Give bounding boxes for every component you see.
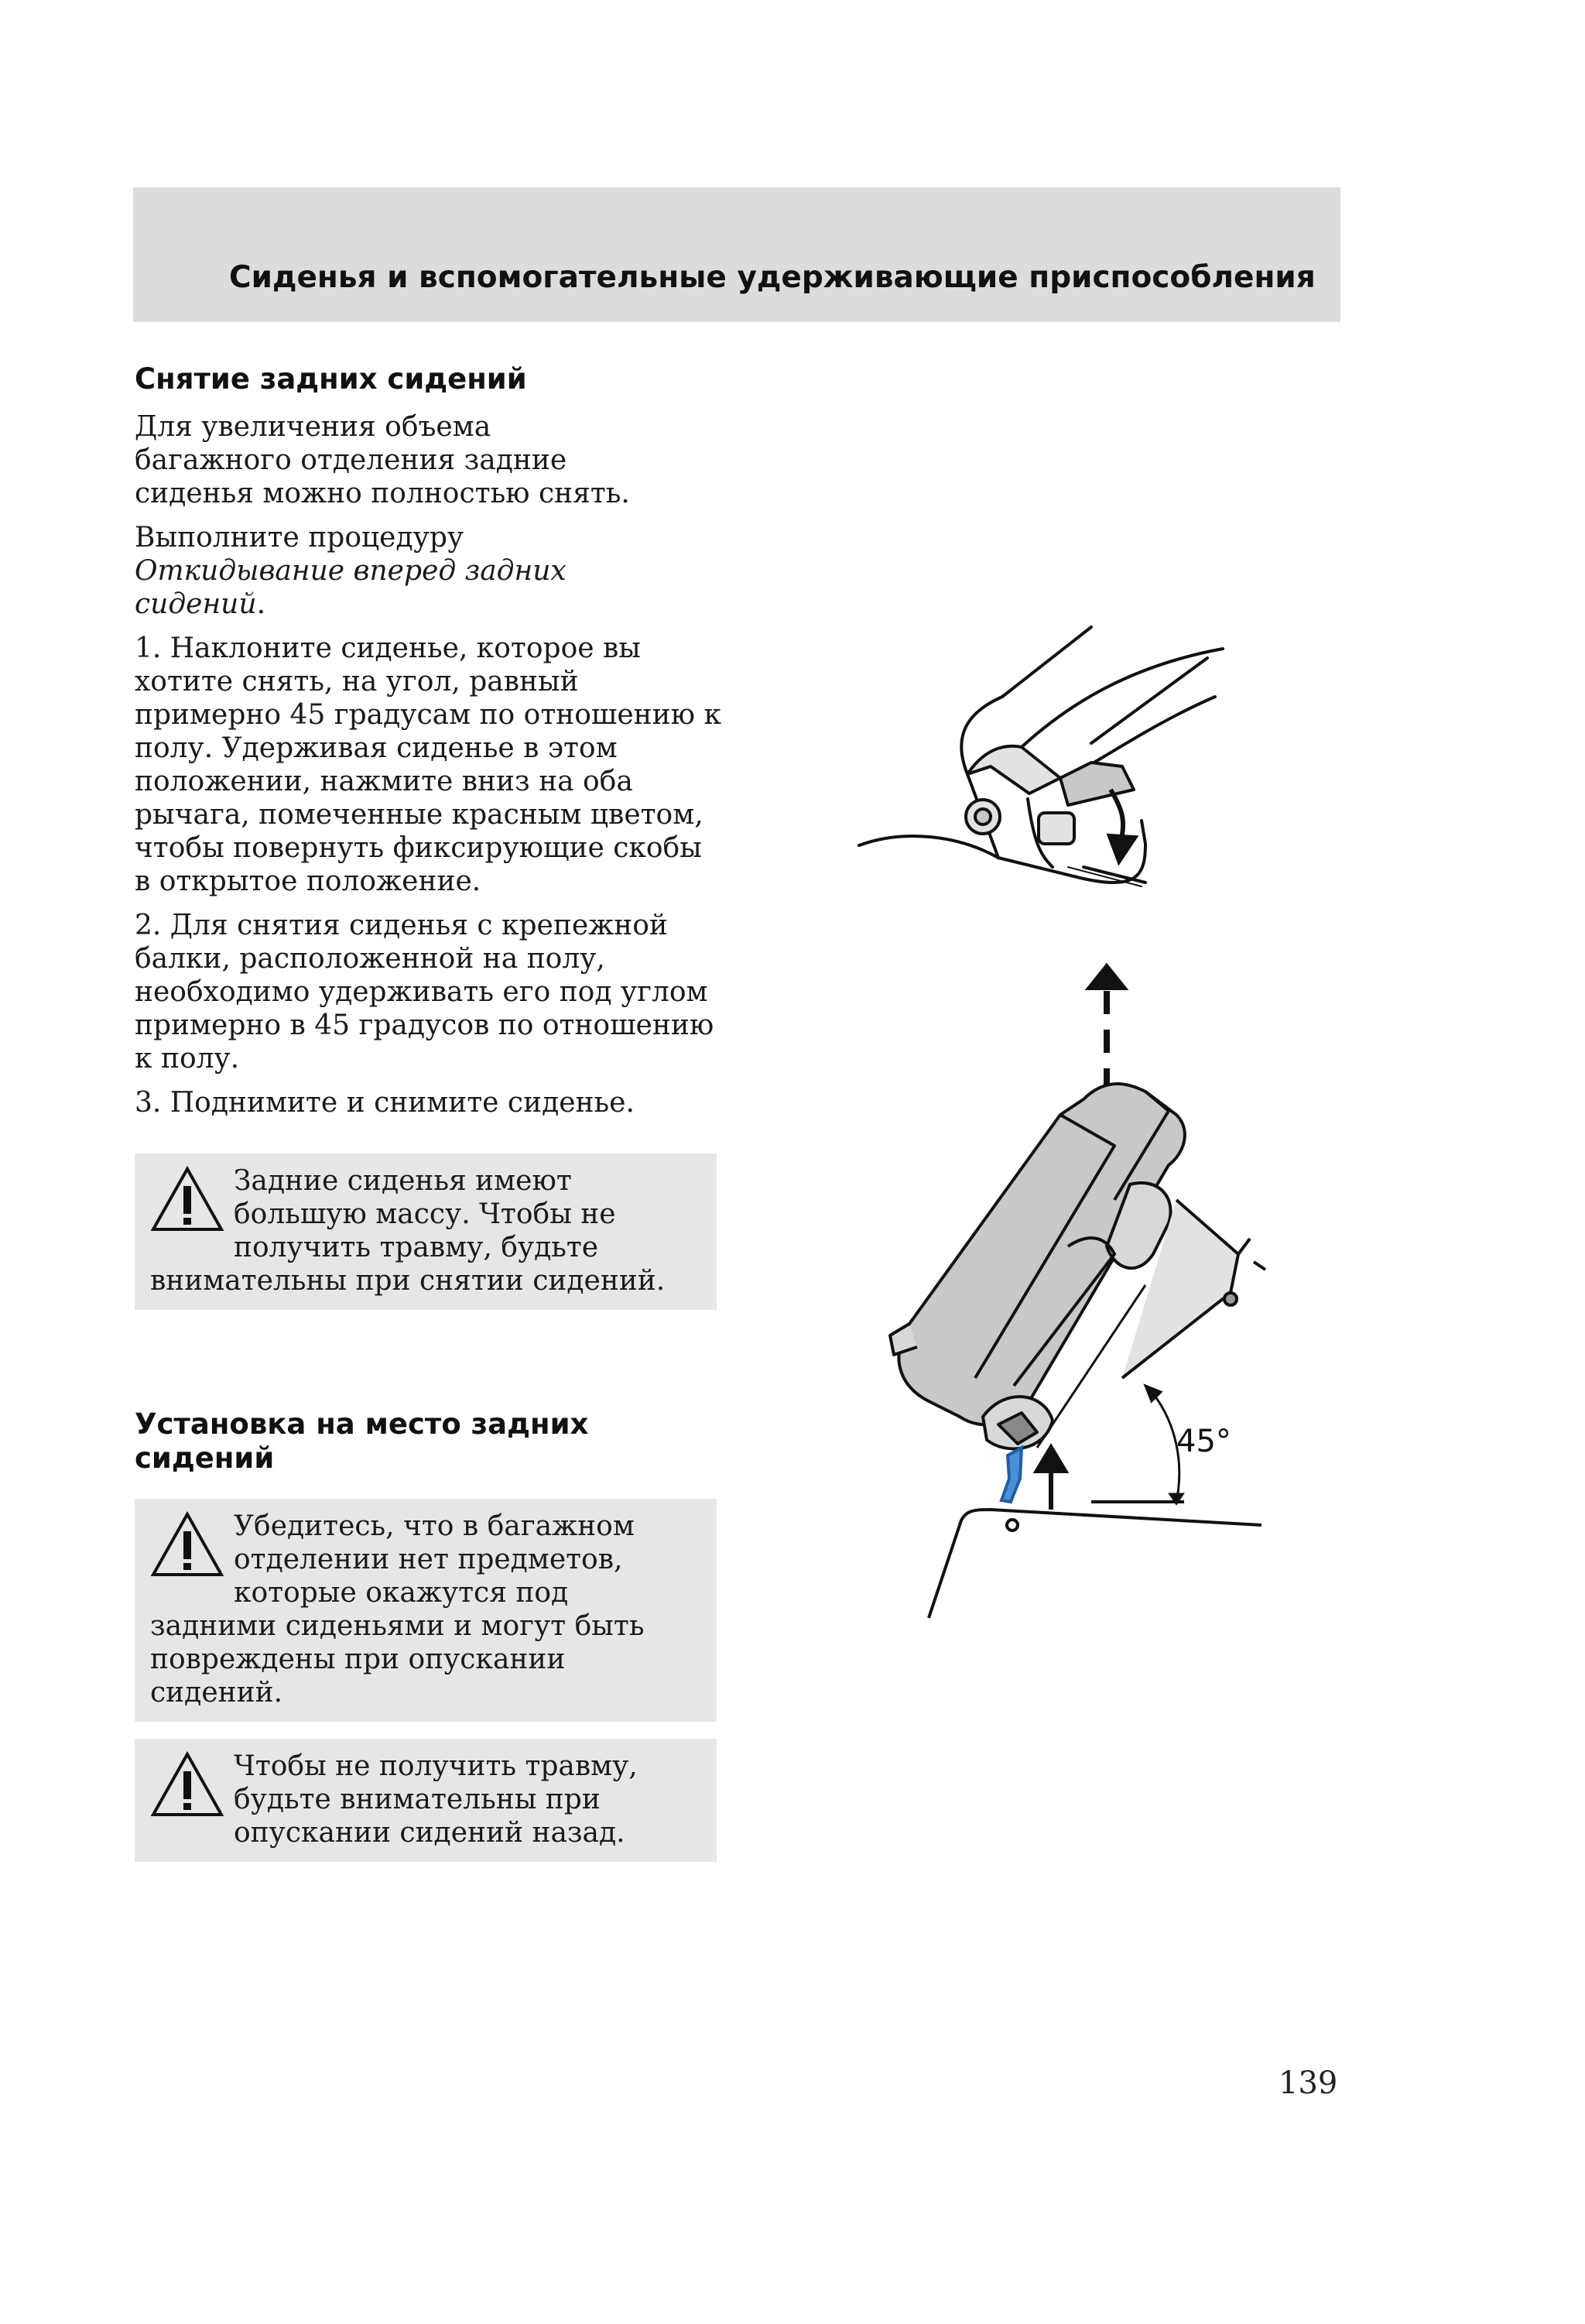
- procedure-reference: Откидывание вперед задних сидений: [135, 555, 567, 620]
- bracket-up-arrow-icon: [1037, 1448, 1065, 1510]
- tilted-seat-drawing: [890, 1084, 1265, 1448]
- warning-box-removal: [135, 1153, 717, 1310]
- locking-bracket-icon: [1001, 1448, 1022, 1502]
- seat-removal-illustration: [836, 612, 1285, 1649]
- warning-box-install-1: [135, 1499, 717, 1722]
- warning-triangle-icon: [150, 1166, 224, 1236]
- install-heading: Установка на место задних сидений: [135, 1407, 589, 1475]
- header-band: [133, 187, 1340, 322]
- floor-drawing: [929, 1502, 1261, 1618]
- warning-text-install-2: Чтобы не получить травму, будьте внимательны при опускании сидений назад.: [234, 1750, 638, 1849]
- page-number: 139: [1279, 2065, 1338, 2101]
- removal-section: [135, 362, 723, 1119]
- removal-intro: Для увеличения объема багажного отделения задние сиденья можно полностью снять.: [135, 411, 630, 509]
- lift-direction-arrow-icon: [1091, 968, 1122, 1092]
- removal-step-1: 1. Наклоните сиденье, которое вы хотите снять, на угол, равный примерно 45 градусам по отношению к полу. Удерживая сиденье в этом положении, нажмите вниз на оба рычага, помеченные красным цветом, чтобы повернуть фиксирующие скобы в открытое положение.: [135, 632, 721, 897]
- procedure-prefix: Выполните процедуру: [135, 522, 464, 554]
- install-section: [135, 1407, 692, 1476]
- warning-triangle-icon: [150, 1511, 224, 1581]
- removal-heading: Снятие задних сидений: [135, 362, 527, 396]
- page-header-title: Сиденья и вспомогательные удерживающие приспособления: [229, 260, 1316, 295]
- warning-text-install-1: Убедитесь, что в багажном отделении нет предметов, которые окажутся под задними сиденьями и могут быть повреждены при опускании сидений.: [150, 1510, 645, 1709]
- warning-text-removal: Задние сиденья имеют большую массу. Чтобы не получить травму, будьте внимательны при снятии сидений.: [150, 1165, 666, 1297]
- removal-procedure: [135, 521, 676, 621]
- angle-label: 45°: [1176, 1424, 1231, 1459]
- removal-step-3: 3. Поднимите и снимите сиденье.: [135, 1087, 635, 1119]
- removal-step-2: 2. Для снятия сиденья с крепежной балки, расположенной на полу, необходимо удерживать его под углом примерно в 45 градусов по отношению к полу.: [135, 910, 714, 1075]
- warning-triangle-icon: [150, 1751, 224, 1821]
- lever-detail-drawing: [859, 627, 1223, 886]
- warning-box-install-2: [135, 1739, 717, 1862]
- press-down-arrow-icon: [1110, 790, 1135, 861]
- procedure-suffix: .: [256, 588, 266, 620]
